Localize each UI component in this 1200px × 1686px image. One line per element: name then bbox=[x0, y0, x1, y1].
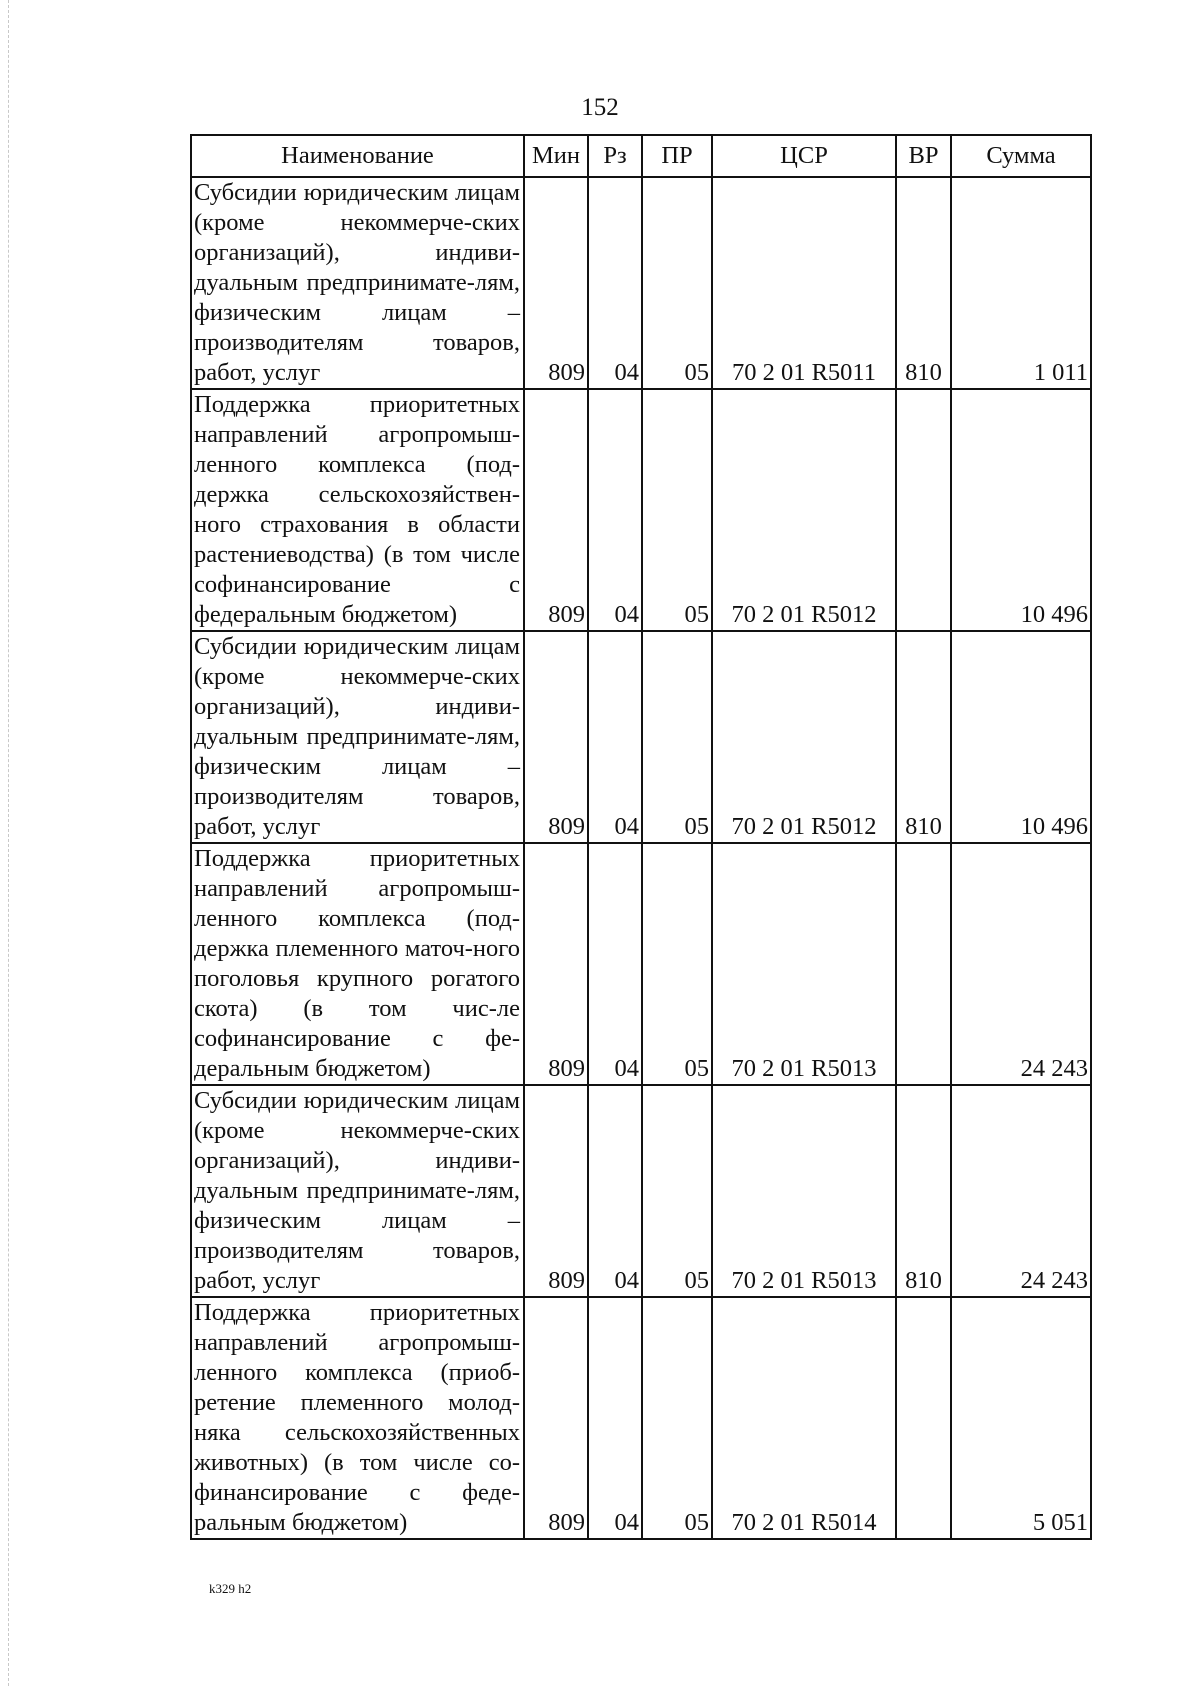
budget-table bbox=[190, 134, 1092, 1540]
cell-rz: 04 bbox=[588, 1085, 642, 1297]
header-csr: ЦСР bbox=[712, 135, 896, 177]
table-row bbox=[191, 843, 1091, 1085]
cell-vr: 810 bbox=[896, 1085, 951, 1297]
footer-document-code: k329 h2 bbox=[209, 1581, 252, 1596]
cell-name: Поддержка приоритетных направлений агропромыш-ленного комплекса (приоб-ретение племенного молод-няка сельскохозяйственных животных) (в том числе со-финансирование с феде-ральным бюджетом) bbox=[191, 1297, 524, 1539]
table-row bbox=[191, 177, 1091, 389]
cell-pr: 05 bbox=[642, 177, 712, 389]
cell-min: 809 bbox=[524, 631, 588, 843]
cell-min: 809 bbox=[524, 1297, 588, 1539]
cell-vr bbox=[896, 389, 951, 631]
cell-sum: 1 011 bbox=[951, 177, 1091, 389]
cell-csr: 70 2 01 R5014 bbox=[712, 1297, 896, 1539]
cell-sum: 5 051 bbox=[951, 1297, 1091, 1539]
table-row bbox=[191, 1085, 1091, 1297]
page-number: 152 bbox=[581, 94, 619, 121]
cell-rz: 04 bbox=[588, 177, 642, 389]
cell-csr: 70 2 01 R5012 bbox=[712, 389, 896, 631]
cell-pr: 05 bbox=[642, 843, 712, 1085]
table-row bbox=[191, 389, 1091, 631]
header-min: Мин bbox=[524, 135, 588, 177]
table-header-row bbox=[191, 135, 1091, 177]
cell-sum: 10 496 bbox=[951, 631, 1091, 843]
cell-min: 809 bbox=[524, 1085, 588, 1297]
table-row bbox=[191, 631, 1091, 843]
cell-sum: 24 243 bbox=[951, 843, 1091, 1085]
table-row bbox=[191, 1297, 1091, 1539]
cell-name: Субсидии юридическим лицам (кроме некоммерче-ских организаций), индиви-дуальным предпринимате-лям, физическим лицам – производителям товаров, работ, услуг bbox=[191, 631, 524, 843]
scan-edge-line bbox=[8, 0, 9, 1686]
cell-rz: 04 bbox=[588, 631, 642, 843]
cell-vr: 810 bbox=[896, 631, 951, 843]
cell-name: Субсидии юридическим лицам (кроме некоммерче-ских организаций), индиви-дуальным предпринимате-лям, физическим лицам – производителям товаров, работ, услуг bbox=[191, 177, 524, 389]
cell-rz: 04 bbox=[588, 389, 642, 631]
cell-vr bbox=[896, 1297, 951, 1539]
cell-name: Субсидии юридическим лицам (кроме некоммерче-ских организаций), индиви-дуальным предпринимате-лям, физическим лицам – производителям товаров, работ, услуг bbox=[191, 1085, 524, 1297]
cell-csr: 70 2 01 R5013 bbox=[712, 1085, 896, 1297]
cell-min: 809 bbox=[524, 843, 588, 1085]
cell-min: 809 bbox=[524, 389, 588, 631]
cell-min: 809 bbox=[524, 177, 588, 389]
cell-vr bbox=[896, 843, 951, 1085]
cell-vr: 810 bbox=[896, 177, 951, 389]
cell-sum: 24 243 bbox=[951, 1085, 1091, 1297]
header-rz: Рз bbox=[588, 135, 642, 177]
cell-rz: 04 bbox=[588, 843, 642, 1085]
header-sum: Сумма bbox=[951, 135, 1091, 177]
cell-name: Поддержка приоритетных направлений агропромыш-ленного комплекса (под-держка сельскохозяйствен-ного страхования в области растениеводства) (в том числе софинансирование с федеральным бюджетом) bbox=[191, 389, 524, 631]
cell-pr: 05 bbox=[642, 1085, 712, 1297]
header-vr: ВР bbox=[896, 135, 951, 177]
cell-sum: 10 496 bbox=[951, 389, 1091, 631]
cell-csr: 70 2 01 R5012 bbox=[712, 631, 896, 843]
cell-pr: 05 bbox=[642, 631, 712, 843]
cell-rz: 04 bbox=[588, 1297, 642, 1539]
cell-csr: 70 2 01 R5013 bbox=[712, 843, 896, 1085]
header-pr: ПР bbox=[642, 135, 712, 177]
cell-pr: 05 bbox=[642, 389, 712, 631]
header-name: Наименование bbox=[191, 135, 524, 177]
cell-csr: 70 2 01 R5011 bbox=[712, 177, 896, 389]
cell-pr: 05 bbox=[642, 1297, 712, 1539]
cell-name: Поддержка приоритетных направлений агропромыш-ленного комплекса (под-держка племенного маточ-ного поголовья крупного рогатого скота) (в том чис-ле софинансирование с фе-деральным бюджетом) bbox=[191, 843, 524, 1085]
